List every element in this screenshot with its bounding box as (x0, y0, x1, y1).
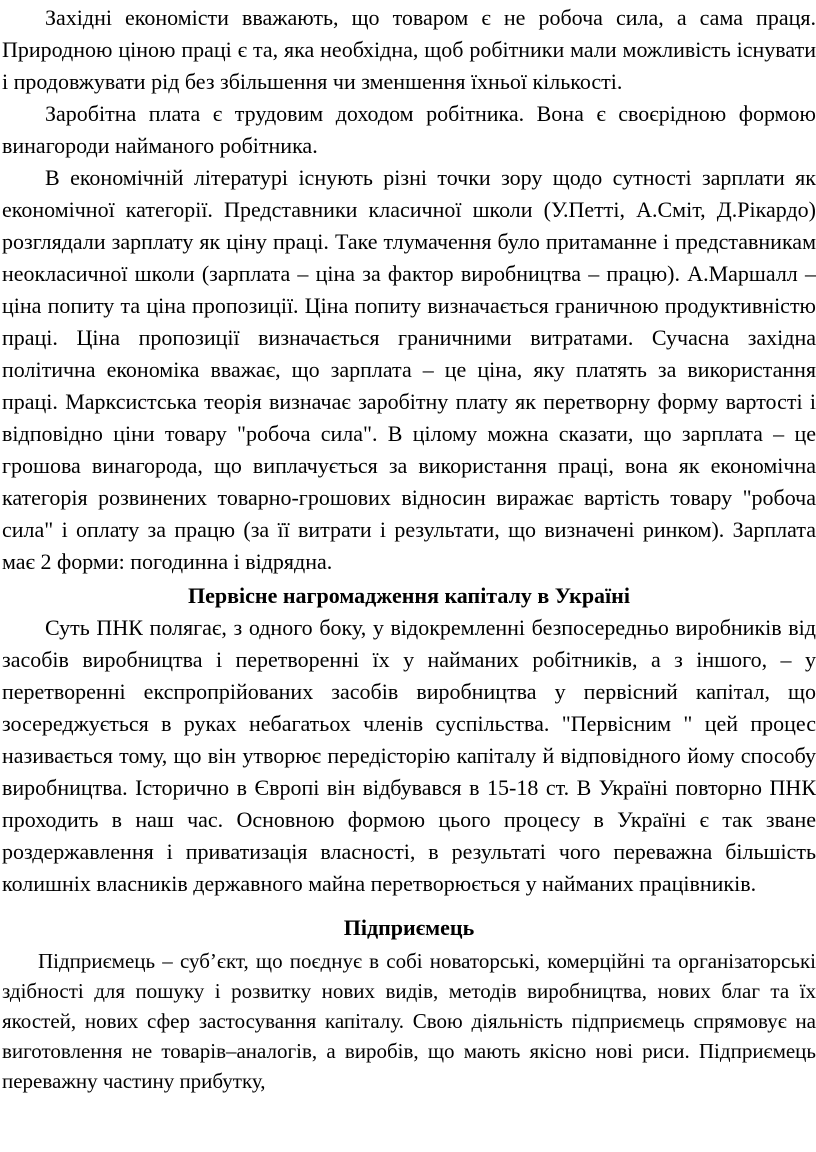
paragraph-labor-commodity: Західні економісти вважають, що товаром є не робоча сила, а сама праця. Природною ціною праці є та, яка необхідна, щоб робітники мали можливість існувати і продовжувати рід без збільшення чи зменшення їхньої кількості. (2, 5, 816, 94)
paragraph-wage-definition: Заробітна плата є трудовим доходом робітника. Вона є своєрідною формою винагороди найманого робітника. (2, 101, 816, 158)
heading-entrepreneur: Підприємець (343, 915, 475, 940)
paragraph-wage-theories: В економічній літературі існують різні точки зору щодо сутності зарплати як економічної категорії. Представники класичної школи (У.Петті, А.Сміт, Д.Рікардо) розглядали зарплату як ціну праці. Таке тлумачення було притаманне і представникам неокласичної школи (зарплата – ціна за фактор виробництва – працю). А.Маршалл – ціна попиту та ціна пропозиції. Ціна попиту визначається граничною продуктивністю праці. Ціна пропозиції визначається граничними витратами. Сучасна західна політична економіка вважає, що зарплата – це ціна, яку платять за використання праці. Марксистська теорія визначає заробітну плату як перетворну форму вартості і відповідно ціни товару "робоча сила". В цілому можна сказати, що зарплата – це грошова винагорода, що виплачується за використання праці, вона як економічна категорія розвинених товарно-грошових відносин виражає вартість товару "робоча сила" і оплату за працю (за її витрати і результати, що визначені ринком). Зарплата має 2 форми: погодинна і відрядна. (2, 165, 816, 574)
heading-primitive-accumulation: Первісне нагромадження капіталу в Україні (188, 583, 630, 608)
paragraph-entrepreneur: Підприємець – суб’єкт, що поєднує в собі новаторські, комерційні та організаторські здібності для пошуку і розвитку нових видів, методів виробництва, нових благ та їх якостей, нових сфер застосування капіталу. Свою діяльність підприємець спрямовує на виготовлення не товарів–аналогів, а виробів, що мають якісно нові риси. Підприємець переважну частину прибутку, (2, 949, 816, 1093)
paragraph-primitive-accumulation: Суть ПНК полягає, з одного боку, у відокремленні безпосередньо виробників від засобів виробництва і перетворенні їх у найманих робітників, а з іншого, – у перетворенні експропрійованих засобів виробництва у первісний капітал, що зосереджується в руках небагатьох членів суспільства. "Первісним " цей процес називається тому, що він утворює передісторію капіталу й відповідного йому способу виробництва. Історично в Європі він відбувався в 15-18 ст. В Україні повторно ПНК проходить в наш час. Основною формою цього процесу в Україні є так зване роздержавлення і приватизація власності, в результаті чого переважна більшість колишніх власників державного майна перетворюється у найманих працівників. (2, 615, 816, 896)
